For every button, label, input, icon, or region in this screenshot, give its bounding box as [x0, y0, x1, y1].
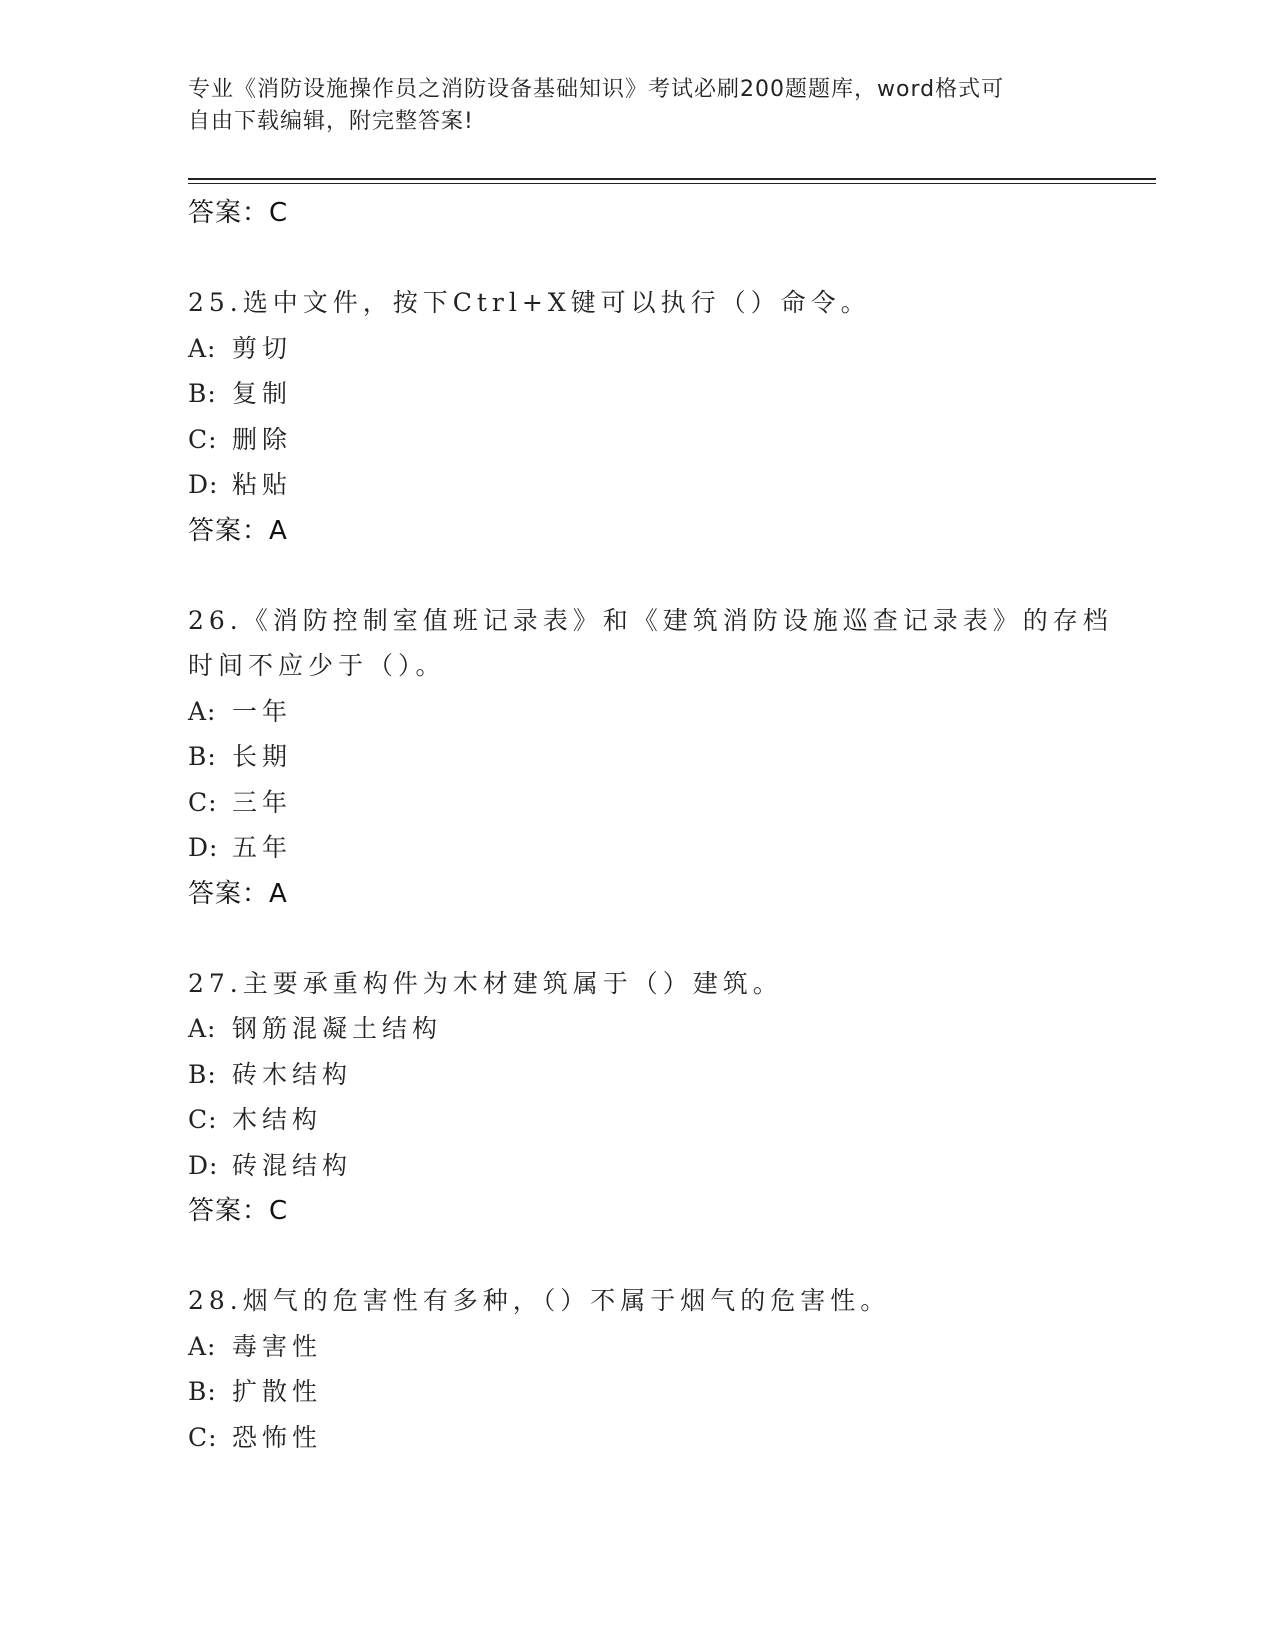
option-text: 砖木结构: [232, 1059, 353, 1089]
header-divider-thin: [188, 183, 1156, 184]
option-letter: A:: [188, 1014, 217, 1043]
option-letter: A:: [188, 696, 217, 726]
option-text: 木结构: [232, 1105, 323, 1134]
question-text-line: 时间不应少于（）。: [188, 651, 446, 680]
option-text: 粘贴: [232, 470, 293, 499]
option-letter: D:: [188, 470, 219, 499]
question-text-line: 28.烟气的危害性有多种，（）不属于烟气的危害性。: [188, 1286, 891, 1315]
answer-option: [188, 1324, 1148, 1370]
option-text: 删除: [232, 424, 293, 454]
option-text: 复制: [232, 379, 293, 408]
option-letter: B:: [188, 1059, 217, 1089]
header-line-2: 自由下载编辑，附完整答案!: [188, 109, 474, 134]
header-divider-thick: [188, 178, 1156, 180]
question-text: [188, 598, 1148, 689]
option-text: 扩散性: [232, 1377, 323, 1406]
previous-answer: 答案：C: [188, 198, 289, 228]
option-text: 三年: [232, 787, 293, 817]
answer-line: 答案：A: [188, 878, 288, 909]
question-text-line: 26.《消防控制室值班记录表》和《建筑消防设施巡查记录表》的存档: [188, 605, 1113, 635]
option-letter: D:: [188, 833, 219, 862]
option-text: 钢筋混凝土结构: [232, 1014, 443, 1043]
option-text: 五年: [232, 833, 293, 862]
option-text: 砖混结构: [232, 1150, 353, 1180]
answer-option: [188, 734, 1148, 780]
header-line-1: 专业《消防设施操作员之消防设备基础知识》考试必刷200题题库，word格式可: [188, 77, 1005, 102]
question-text: [188, 961, 1148, 1007]
question-block: [188, 280, 1148, 554]
question-text: [188, 280, 1148, 326]
question-block: [188, 961, 1148, 1235]
answer-option: [188, 1369, 1148, 1415]
answer-line: 答案：C: [188, 1196, 289, 1226]
answer-option: [188, 462, 1148, 508]
answer-option: [188, 689, 1148, 735]
option-letter: A:: [188, 1331, 217, 1361]
option-text: 一年: [232, 696, 293, 726]
answer-line: 答案：A: [188, 515, 288, 546]
question-text: [188, 1278, 1148, 1324]
answer-option: [188, 825, 1148, 871]
option-letter: C:: [188, 424, 218, 454]
option-text: 剪切: [232, 333, 293, 363]
option-text: 毒害性: [232, 1331, 323, 1361]
option-letter: B:: [188, 379, 217, 408]
answer-option: [188, 371, 1148, 417]
option-letter: C:: [188, 787, 218, 817]
option-letter: A:: [188, 333, 217, 363]
answer-option: [188, 1415, 1148, 1461]
question-text-line: 25.选中文件，按下Ctrl+X键可以执行（）命令。: [188, 288, 871, 317]
option-letter: D:: [188, 1150, 219, 1180]
question-list: [188, 190, 1148, 1460]
document-header: [188, 74, 1088, 138]
option-letter: C:: [188, 1422, 218, 1452]
option-letter: B:: [188, 1377, 217, 1406]
answer-option: [188, 417, 1148, 463]
option-text: 恐怖性: [232, 1422, 323, 1452]
answer-option: [188, 1143, 1148, 1189]
answer-option: [188, 780, 1148, 826]
answer-option: [188, 1006, 1148, 1052]
answer-option: [188, 326, 1148, 372]
option-letter: C:: [188, 1105, 218, 1134]
question-block: [188, 598, 1148, 917]
answer-option: [188, 1097, 1148, 1143]
question-block: [188, 1278, 1148, 1460]
question-text-line: 27.主要承重构件为木材建筑属于（）建筑。: [188, 968, 783, 998]
answer-option: [188, 1052, 1148, 1098]
option-letter: B:: [188, 742, 217, 771]
option-text: 长期: [232, 742, 293, 771]
